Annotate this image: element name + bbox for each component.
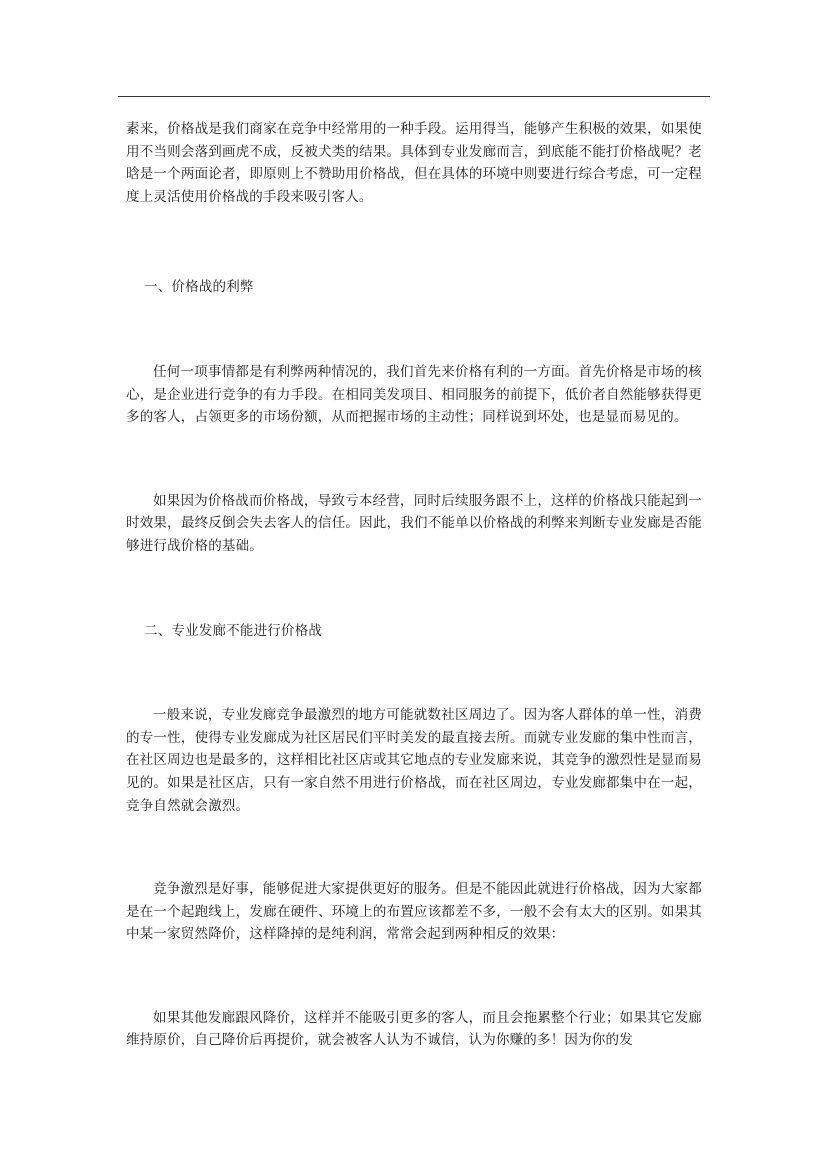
section-1-paragraph-1: 任何一项事情都是有利弊两种情况的，我们首先来价格有利的一方面。首先价格是市场的核心，是企业进行竞争的有力手段。在相同美发项目、相同服务的前提下，低价者自然能够获得更多的客人，占领更多的市场份额，从而把握市场的主动性；同样说到坏处，也是显而易见的。: [126, 363, 702, 426]
section-2-paragraph-3: 如果其他发廊跟风降价，这样并不能吸引更多的客人，而且会拖累整个行业；如果其它发廊维持原价，自己降价后再提价，就会被客人认为不诚信，认为你赚的多！因为你的发: [126, 1009, 702, 1049]
intro-paragraph: 素来，价格战是我们商家在竞争中经常用的一种手段。运用得当，能够产生积极的效果，如果使用不当则会落到画虎不成，反被犬类的结果。具体到专业发廊而言，到底能不能打价格战呢？老晗是一个两面论者，即原则上不赞助用价格战，但在具体的环境中则要进行综合考虑，可一定程度上灵活使用价格战的手段来吸引客人。: [126, 121, 702, 205]
section-2-paragraph-2: 竞争激烈是好事，能够促进大家提供更好的服务。但是不能因此就进行价格战，因为大家都是在一个起跑线上，发廊在硬件、环境上的布置应该都差不多，一般不会有太大的区别。如果其中某一家贸然降价，这样降掉的是纯利润，常常会起到两种相反的效果：: [126, 881, 702, 943]
document-body: [126, 118, 702, 1052]
section-1-paragraph-2: 如果因为价格战而价格战，导致亏本经营，同时后续服务跟不上，这样的价格战只能起到一时效果，最终反倒会失去客人的信任。因此，我们不能单以价格战的利弊来判断专业发廊是否能够进行战价格的基础。: [126, 492, 702, 554]
header-rule: [118, 96, 710, 97]
section-2-paragraph-1: 一般来说，专业发廊竞争最激烈的地方可能就数社区周边了。因为客人群体的单一性，消费的专一性，使得专业发廊成为社区居民们平时美发的最直接去所。而就专业发廊的集中性而言，在社区周边也是最多的，这样相比社区店或其它地点的专业发廊来说，其竞争的激烈性是显而易见的。如果是社区店，只有一家自然不用进行价格战，而在社区周边，专业发廊都集中在一起，竞争自然就会激烈。: [126, 707, 702, 814]
section-heading-1: 一、价格战的利弊: [144, 279, 254, 296]
section-heading-2: 二、专业发廊不能进行价格战: [144, 622, 323, 639]
